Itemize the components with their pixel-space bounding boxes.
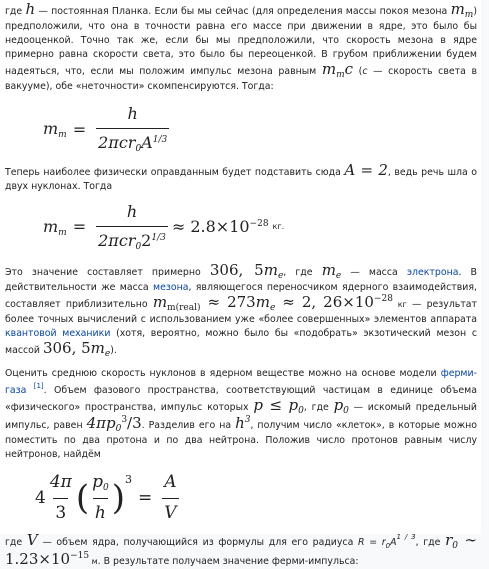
formula-lhs (43, 215, 67, 241)
fraction (96, 200, 168, 255)
paragraph-text: , являющегося переносчиком ядерного взаимодействия, составляет приблизительно (5, 281, 477, 310)
math-symbol: m (43, 118, 59, 138)
math-subscript: e (277, 270, 284, 281)
paragraph-text: . Объем фазового пространства, соответствующий частицам в единице объема «физического» пространства, импульс которых (5, 385, 477, 414)
unit-label: кг (392, 299, 407, 309)
paragraph-text: Оценить среднюю скорость нуклонов в ядерном веществе можно на основе модели (5, 367, 441, 379)
math-superscript: −15 (70, 550, 90, 561)
math-expression: /3 (127, 414, 142, 433)
math-superscript: 1 / 3 (396, 533, 416, 542)
paragraph-meson-mass-comparison (5, 260, 477, 359)
paragraph-text: , где (283, 266, 322, 278)
formula-fermi-relation (35, 470, 477, 526)
math-subscript: e (335, 270, 342, 281)
paragraph-text: — искомый предельный импульс, равен (5, 402, 477, 432)
math-symbol: 4 (35, 487, 46, 508)
fraction-denominator (96, 128, 169, 157)
paragraph-text: Это значение составляет примерно (5, 266, 210, 278)
link-quantum-mechanics[interactable]: квантовой механики (5, 327, 111, 339)
fraction (162, 470, 178, 526)
math-symbol: p (333, 396, 344, 415)
math-symbol: c (362, 66, 368, 78)
paragraph-text: ( (353, 66, 363, 78)
right-paren: ) (111, 478, 125, 519)
fraction (48, 470, 74, 526)
real-meson-mass-expression (153, 293, 393, 311)
math-expression: ≈ 2.8×10 (171, 217, 250, 237)
fraction-denominator (96, 226, 168, 255)
paragraph-text: , ведь речь шла о двух нуклонах. Тогда (5, 166, 477, 193)
meson-mass-symbol (451, 0, 474, 18)
math-subscript: 0 (452, 541, 458, 552)
paragraph-substitution (5, 160, 477, 194)
math-expression: R = r (358, 537, 386, 549)
math-symbol: m (90, 338, 105, 357)
math-symbol: m (255, 292, 270, 311)
math-subscript: 0 (135, 144, 142, 155)
fraction-numerator: 4π (49, 472, 72, 493)
math-subscript: 0 (102, 483, 109, 494)
paragraph-text: — объем ядра, получающийся из формулы для его радиуса (37, 537, 359, 549)
link-fermi-gas[interactable]: ферми-газа (5, 367, 477, 397)
math-subscript: e (269, 302, 276, 313)
limit-momentum-symbol (333, 396, 349, 417)
paragraph-fermi-gas (5, 367, 477, 462)
math-expression: p ≤ p (253, 396, 299, 415)
formula-meson-mass (43, 102, 477, 157)
equals-sign: = (137, 487, 153, 508)
link-meson[interactable]: мезона (153, 281, 189, 293)
link-electron[interactable]: электрона (406, 266, 459, 278)
fraction-numerator: h (127, 104, 138, 124)
math-expression: ≈ 2, 26×10 (275, 292, 374, 311)
left-paren: ( (75, 478, 90, 519)
math-symbol: A (390, 537, 397, 549)
fraction (96, 102, 169, 157)
math-symbol: m (152, 292, 168, 311)
paragraph-text: где (5, 537, 27, 549)
math-subscript: m (58, 227, 67, 238)
paragraph-text: — скорость света в вакууме), обе «неточности» скомпенсируются. Тогда: (5, 66, 478, 93)
meson-momentum-symbol (321, 60, 354, 81)
paragraph-text: — постоянная Планка. Если бы мы сейчас (для определения массы покоя мезона (35, 6, 451, 17)
math-superscript: −28 (373, 293, 393, 304)
math-symbol: h (235, 414, 245, 433)
paragraph-text: . Разделив его на (141, 420, 236, 432)
fraction-denominator: 3 (53, 498, 68, 527)
paragraph-text: ) предположили, что она в точности равна его массе при движении в ядре, это было бы недооценкой. Точно так же, если бы мы предположили, что скорость мезона в ядре примерно равна скорости света, это было бы переоценкой. В грубом приближении будем надеяться, что, если мы положим импульс мезона равным (5, 6, 478, 78)
fraction-numerator (90, 470, 111, 498)
paragraph-gap (5, 359, 477, 367)
fraction-numerator: A (164, 472, 177, 493)
math-expression: ≈ 273 (200, 292, 256, 311)
math-symbol: m (450, 0, 465, 18)
approx-value (172, 215, 269, 239)
math-superscript: 3 (124, 473, 132, 487)
paragraph-text: (хотя, вероятно, можно было бы «подобрать» экзотический мезон с массой (5, 327, 477, 356)
momentum-inequality (253, 396, 304, 417)
math-subscript: e (104, 348, 111, 359)
math-symbol: 2πcr (98, 231, 136, 251)
unit-label: м (89, 556, 98, 566)
math-subscript: m(real) (167, 302, 201, 313)
paragraph-text: , где (415, 537, 441, 549)
math-superscript: 3 (244, 415, 251, 426)
paragraph-text: — результат более точных вычислений с использованием уже «более совершенных» элементов аппарата (5, 298, 477, 325)
radius-formula (358, 533, 416, 551)
math-symbol: 2 (141, 231, 152, 251)
math-value (43, 339, 110, 357)
electron-mass-symbol (322, 261, 342, 279)
math-symbol: m (321, 60, 337, 79)
formula-lhs (43, 117, 67, 143)
math-subscript: 0 (385, 542, 391, 551)
math-expression: 4πp (86, 414, 116, 433)
paragraph-text: . В результате получаем значение ферми-импульса: (97, 555, 359, 567)
volume-symbol: V (26, 531, 38, 550)
planck-cubed-symbol (235, 414, 250, 432)
paragraph-text: ). (110, 344, 117, 356)
math-subscript: 0 (343, 406, 349, 417)
math-superscript: 1/3 (151, 233, 166, 244)
math-symbol: m (43, 216, 59, 236)
math-expression: ∼ 1.23×10 (5, 531, 478, 568)
paragraph-text: — масса (341, 266, 407, 278)
math-superscript: 1/3 (152, 135, 168, 146)
paragraph-text: , получим число «клеток», в которые можно поместить по два протона и по два нейтрона. Положив число протонов равным числу нейтронов, найдём (5, 420, 478, 461)
planck-symbol: h (25, 0, 36, 18)
equals-sign: = (72, 119, 87, 139)
math-symbol: r (445, 531, 453, 550)
formula-meson-mass-value (43, 200, 477, 255)
paragraph-text: . В действительности же масса (5, 266, 477, 293)
math-symbol: c (344, 60, 354, 79)
math-symbol: 2πcr (98, 133, 136, 153)
math-expression: A = 2 (344, 160, 388, 179)
fraction-denominator: V (162, 498, 178, 527)
math-value (210, 261, 283, 279)
math-subscript: m (464, 10, 474, 20)
equals-sign: = (72, 217, 87, 237)
phase-volume-expression (86, 414, 142, 435)
paragraph-text: , где (303, 402, 334, 414)
math-superscript: 3 (121, 415, 128, 426)
math-symbol: A (141, 133, 153, 153)
math-subscript: 0 (135, 242, 142, 253)
paragraph-mass-estimate: где h — постоянная Планка. Если бы мы сейчас (для определения массы покоя мезона $m_m$) предположили, что она в точности равна его массе при движении в ядре, это было бы недооценкой. Точно так же, если бы мы предположили, что скорость мезона в ядре примерно равна скорости света, это было бы переоценкой. В грубом приближении будем надеяться, что, если мы положим импульс мезона равным $m_mc$ (c — скорость света в вакууме), обе «неточности» скомпенсируются. Тогда: (5, 0, 478, 93)
paragraph-text: Теперь наиболее физически оправданным будет подставить сюда (5, 166, 345, 178)
math-symbol: p (92, 472, 103, 493)
math-subscript: m (58, 129, 67, 140)
fraction-numerator: h (126, 202, 138, 222)
fraction (90, 470, 111, 526)
math-superscript: −28 (249, 219, 269, 230)
math-symbol: m (263, 260, 278, 279)
math-expression: 306, 5 (42, 338, 91, 357)
footnote-link[interactable]: [1] (33, 382, 44, 391)
unit-label: кг. (272, 222, 285, 232)
math-subscript: 0 (115, 424, 122, 435)
math-expression: 306, 5 (209, 260, 264, 279)
math-subscript: m (336, 70, 345, 81)
fraction-denominator: h (93, 498, 108, 527)
math-subscript: 0 (298, 406, 304, 417)
math-symbol: m (321, 260, 336, 279)
paragraph-nuclear-radius (5, 532, 477, 569)
